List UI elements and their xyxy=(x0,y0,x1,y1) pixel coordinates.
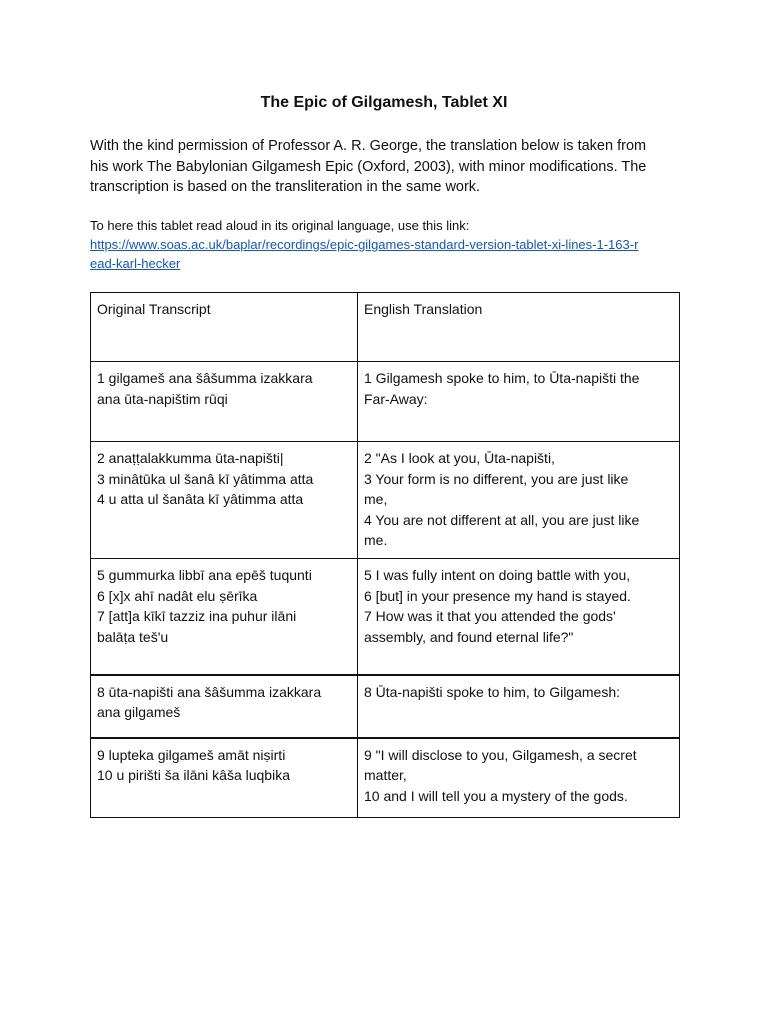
english-cell xyxy=(358,738,680,818)
cell-line: 1 Gilgamesh spoke to him, to Ūta-napišti the xyxy=(364,370,640,386)
table-header-row xyxy=(91,293,680,362)
transcript-table xyxy=(90,292,680,818)
cell-line: balāṭa teš'u xyxy=(97,628,169,645)
table-row xyxy=(91,442,680,559)
audio-label: To here this tablet read aloud in its original language, use this link: xyxy=(90,218,470,233)
original-cell xyxy=(91,362,358,442)
document-title: The Epic of Gilgamesh, Tablet XI xyxy=(260,94,508,111)
english-cell xyxy=(358,442,680,559)
cell-line: 6 [x]x ahī nadât elu ṣērīka xyxy=(97,587,258,604)
cell-line: 9 lupteka gilgameš amāt niṣirti xyxy=(97,746,286,763)
english-cell xyxy=(358,362,680,442)
intro-line: his work The Babylonian Gilgamesh Epic (Oxford, 2003), with minor modifications. The xyxy=(90,158,647,175)
cell-line: me. xyxy=(364,532,388,548)
cell-line: 3 minâtūka ul šanâ kī yâtimma atta xyxy=(97,470,314,487)
intro-line: With the kind permission of Professor A. R. George, the translation below is taken from xyxy=(90,138,647,154)
original-cell xyxy=(91,675,358,738)
audio-link[interactable] xyxy=(90,235,690,273)
original-cell xyxy=(91,738,358,818)
table-row xyxy=(91,559,680,675)
english-cell xyxy=(358,559,680,675)
cell-line: 1 gilgameš ana šâšumma izakkara xyxy=(97,370,313,386)
cell-line: 4 u atta ul šanâta kī yâtimma atta xyxy=(97,491,304,507)
cell-line: 8 ūta-napišti ana šâšumma izakkara xyxy=(97,683,322,700)
cell-line: assembly, and found eternal life?" xyxy=(364,628,574,645)
cell-line: 8 Ūta-napišti spoke to him, to Gilgamesh: xyxy=(364,683,621,700)
cell-line: 5 gummurka libbī ana epēš tuqunti xyxy=(97,567,312,583)
intro-paragraph xyxy=(90,136,690,198)
header-english: English Translation xyxy=(358,293,680,362)
table-row xyxy=(91,738,680,818)
cell-line: ana ūta-napištim rūqi xyxy=(97,390,228,407)
cell-line: ana gilgameš xyxy=(97,704,181,720)
cell-line: 7 [att]a kīkī tazziz ina puhur ilāni xyxy=(97,608,297,624)
cell-line: Far-Away: xyxy=(364,390,428,407)
audio-paragraph xyxy=(90,216,690,273)
cell-line: matter, xyxy=(364,767,407,783)
table-row xyxy=(91,362,680,442)
cell-line: 2 "As I look at you, Ūta-napišti, xyxy=(364,450,555,466)
table-row xyxy=(91,675,680,738)
cell-line: 3 Your form is no different, you are just like xyxy=(364,470,629,487)
intro-line: transcription is based on the transliteration in the same work. xyxy=(90,179,481,195)
cell-line: 9 "I will disclose to you, Gilgamesh, a secret xyxy=(364,746,637,763)
original-cell xyxy=(91,559,358,675)
cell-line: 2 anaṭṭalakkumma ūta-napišti| xyxy=(97,450,284,466)
cell-line: 10 u pirišti ša ilāni kâša luqbika xyxy=(97,767,290,783)
cell-line: 4 You are not different at all, you are just like xyxy=(364,511,640,528)
english-cell xyxy=(358,675,680,738)
header-original: Original Transcript xyxy=(91,293,358,362)
cell-line: 10 and I will tell you a mystery of the gods. xyxy=(364,787,628,804)
cell-line: me, xyxy=(364,491,388,507)
audio-link-line: https://www.soas.ac.uk/baplar/recordings/epic-gilgames-standard-version-tablet-xi-lines-1-163-r xyxy=(90,237,639,252)
audio-link-line: ead-karl-hecker xyxy=(90,256,181,271)
original-cell xyxy=(91,442,358,559)
cell-line: 6 [but] in your presence my hand is stayed. xyxy=(364,587,631,604)
cell-line: 5 I was fully intent on doing battle with you, xyxy=(364,567,631,583)
cell-line: 7 How was it that you attended the gods' xyxy=(364,608,616,624)
